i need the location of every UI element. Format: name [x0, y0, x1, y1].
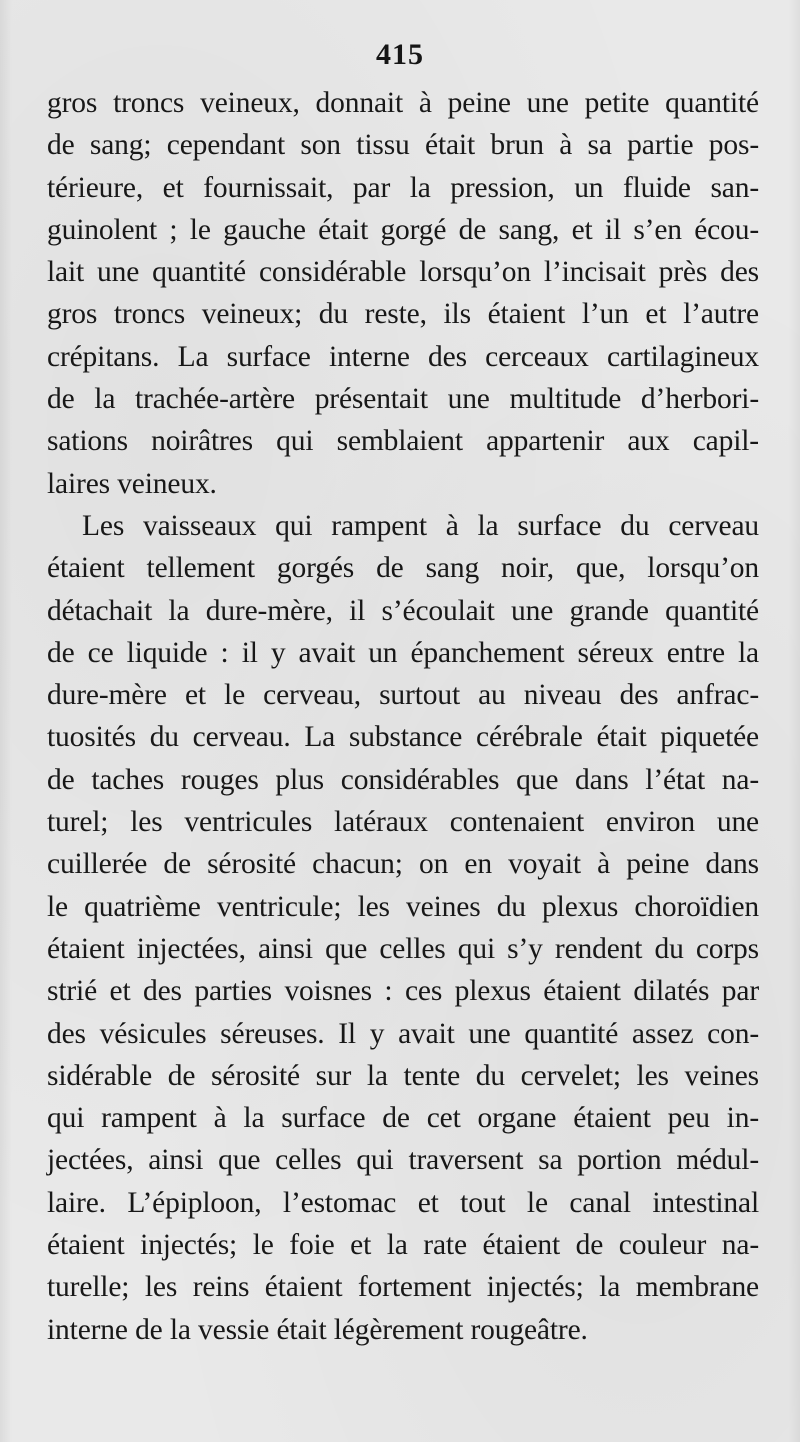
text-line: sidérable de sérosité sur la tente du cervelet; les veines	[47, 1059, 759, 1092]
paragraph	[47, 505, 759, 1351]
text-line: qui rampent à la surface de cet organe étaient peu in-	[47, 1102, 759, 1135]
text-line: de sang; cependant son tissu était brun à sa partie pos-	[47, 129, 759, 162]
text-line: crépitans. La surface interne des cerceaux cartilagineux	[47, 340, 759, 373]
text-line: gros troncs veineux, donnait à peine une petite quantité	[47, 87, 759, 119]
text-line: strié et des parties voisnes : ces plexus étaient dilatés par	[47, 975, 759, 1008]
text-line: laire. L’épiploon, l’estomac et tout le canal intestinal	[47, 1186, 759, 1219]
text-line: lait une quantité considérable lorsqu’on l’incisait près des	[47, 256, 759, 289]
text-line: cuillerée de sérosité chacun; on en voyait à peine dans	[47, 848, 759, 881]
text-line: détachait la dure-mère, il s’écoulait une grande quantité	[47, 594, 759, 627]
text-line: de taches rouges plus considérables que dans l’état na-	[47, 763, 759, 796]
text-line: laires veineux.	[47, 467, 217, 500]
text-line: étaient injectés; le foie et la rate étaient de couleur na-	[47, 1229, 759, 1262]
text-line: le quatrième ventricule; les veines du plexus choroïdien	[47, 890, 759, 923]
text-line: de la trachée-artère présentait une multitude d’herbori-	[47, 383, 759, 416]
text-line: térieure, et fournissait, par la pression, un fluide san-	[47, 171, 759, 204]
text-line: gros troncs veineux; du reste, ils étaient l’un et l’autre	[47, 298, 759, 331]
text-line: turelle; les reins étaient fortement injectés; la membrane	[47, 1271, 759, 1304]
text-line: interne de la vessie était légèrement rougeâtre.	[47, 1313, 588, 1346]
text-line: sations noirâtres qui semblaient appartenir aux capil-	[47, 425, 759, 458]
text-line: Les vaisseaux qui rampent à la surface du cerveau	[82, 509, 759, 542]
text-line: étaient tellement gorgés de sang noir, que, lorsqu’on	[47, 552, 759, 585]
body-text	[47, 82, 759, 1351]
text-line: guinolent ; le gauche était gorgé de sang, et il s’en écou-	[47, 213, 759, 246]
text-line: des vésicules séreuses. Il y avait une quantité assez con-	[47, 1017, 759, 1050]
text-line: tuosités du cerveau. La substance cérébrale était piquetée	[47, 721, 759, 754]
text-line: turel; les ventricules latéraux contenaient environ une	[47, 806, 759, 839]
text-line: dure-mère et le cerveau, surtout au niveau des anfrac-	[47, 679, 759, 712]
text-line: de ce liquide : il y avait un épanchement séreux entre la	[47, 636, 759, 669]
text-line: jectées, ainsi que celles qui traversent sa portion médul-	[47, 1144, 759, 1177]
text-line: étaient injectées, ainsi que celles qui s’y rendent du corps	[47, 932, 759, 965]
page-number: 415	[376, 38, 424, 71]
paragraph	[47, 82, 759, 505]
